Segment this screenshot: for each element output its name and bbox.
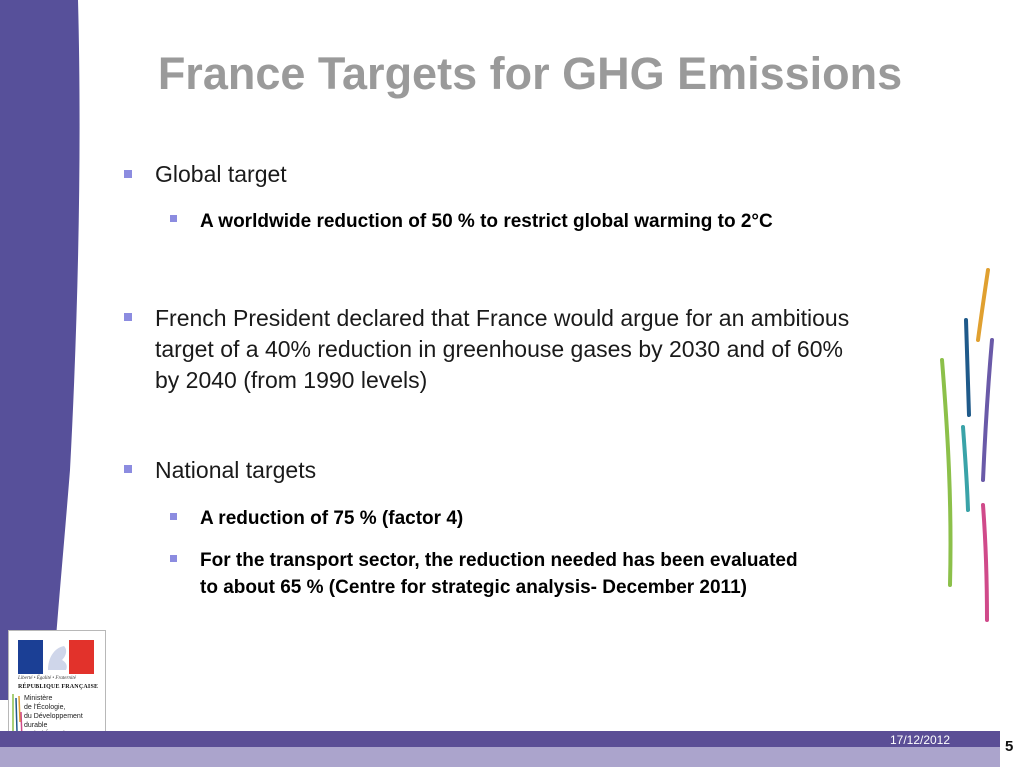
subbullet-transport-line-1: For the transport sector, the reduction needed has been evaluated: [200, 550, 798, 571]
logo-ministry-line: Ministère: [24, 695, 53, 702]
footer-bar: [0, 731, 1000, 747]
logo-republic-text: RÉPUBLIQUE FRANÇAISE: [18, 684, 99, 690]
logo-ministry-line: de l'Écologie,: [24, 704, 66, 711]
subbullet-factor-4: A reduction of 75 % (factor 4): [200, 508, 464, 529]
logo-ministry-line: durable: [24, 722, 48, 729]
logo-ministry-line: du Développement: [24, 713, 83, 720]
bullet-national-targets: National targets: [155, 457, 317, 483]
decorative-strokes: [930, 265, 1000, 625]
bullet-global-target: Global target: [155, 161, 287, 187]
bullet-icon: [170, 513, 177, 520]
bullet-icon: [124, 170, 132, 178]
bullet-icon: [170, 555, 177, 562]
subbullet-worldwide-reduction: A worldwide reduction of 50 % to restrict global warming to 2°C: [200, 211, 773, 232]
bullet-french-president-line-3: by 2040 (from 1990 levels): [155, 367, 428, 393]
bullet-icon: [124, 313, 132, 321]
bullet-icon: [170, 215, 177, 222]
subbullet-transport-line-2: to about 65 % (Centre for strategic analysis- December 2011): [200, 577, 747, 598]
page-number: 5: [1005, 738, 1014, 755]
slide-title: France Targets for GHG Emissions: [157, 48, 903, 99]
logo-motto: Liberté • Égalité • Fraternité: [18, 676, 76, 681]
marianne-flag-icon: [18, 640, 94, 674]
footer-date: 17/12/2012: [889, 733, 951, 747]
bullet-french-president-line-1: French President declared that France would argue for an ambitious: [155, 305, 850, 331]
bullet-icon: [124, 465, 132, 473]
bullet-french-president-line-2: target of a 40% reduction in greenhouse gases by 2030 and of 60%: [155, 336, 843, 362]
footer-bar-lower: [0, 747, 1000, 767]
